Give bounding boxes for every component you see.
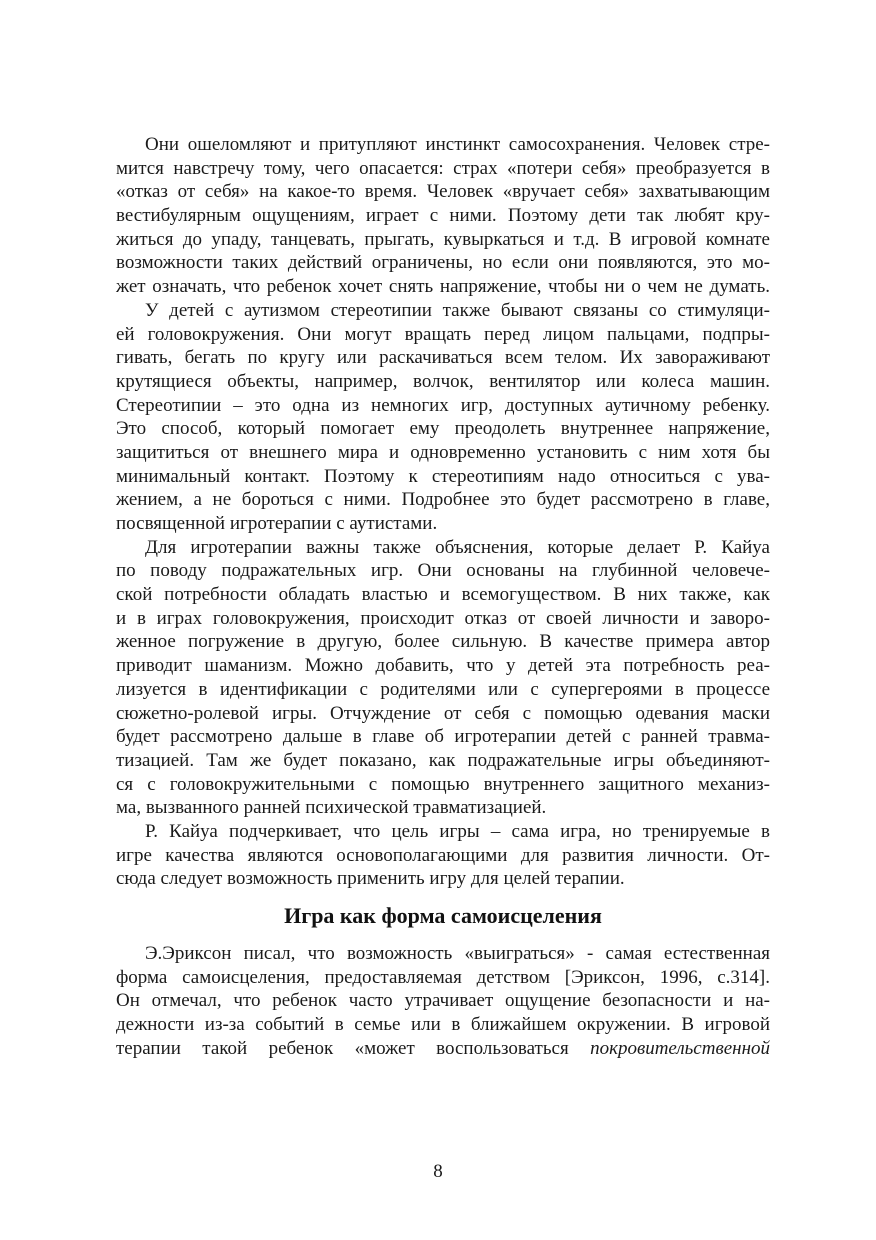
text-line: мится навстречу тому, чего опасается: страх «потери себя» преобразуется в bbox=[116, 157, 770, 179]
text-line: житься до упаду, танцевать, прыгать, кувыркаться и т.д. В игровой комнате bbox=[116, 228, 770, 250]
text-line: возможности таких действий ограничены, но если они появляются, это мо- bbox=[116, 252, 770, 274]
paragraph-1 bbox=[116, 133, 770, 299]
text-line: тизацией. Там же будет показано, как подражательные игры объединяют- bbox=[116, 749, 770, 771]
text-line: посвященной игротерапии с аутистами. bbox=[116, 513, 438, 534]
text-line: по поводу подражательных игр. Они основаны на глубинной человече- bbox=[116, 560, 770, 582]
text-line: У детей с аутизмом стереотипии также бывают связаны со стимуляци- bbox=[145, 299, 770, 321]
paragraph-2 bbox=[116, 299, 770, 536]
text-line: вестибулярным ощущениям, играет с ними. Поэтому дети так любят кру- bbox=[116, 205, 770, 227]
paragraph-4 bbox=[116, 820, 770, 891]
text-line: защититься от внешнего мира и одновременно установить с ним хотя бы bbox=[116, 441, 770, 463]
text-segment: терапии такой ребенок «может воспользоваться bbox=[116, 1037, 591, 1059]
text-line: жением, а не бороться с ними. Подробнее это будет рассмотрено в главе, bbox=[116, 489, 770, 511]
text-line: будет рассмотрено дальше в главе об игротерапии детей с ранней травма- bbox=[116, 726, 770, 748]
text-line: ма, вызванного ранней психической травматизацией. bbox=[116, 797, 547, 819]
text-line: ей головокружения. Они могут вращать перед лицом пальцами, подпры- bbox=[116, 323, 770, 345]
page-body bbox=[116, 133, 770, 1060]
paragraph-3 bbox=[116, 536, 770, 820]
text-line: ской потребности обладать властью и всемогуществом. В них также, как bbox=[116, 584, 770, 606]
text-line: игре качества являются основополагающими для развития личности. От- bbox=[116, 844, 770, 866]
text-line: Р. Кайуа подчеркивает, что цель игры – сама игра, но тренируемые в bbox=[145, 820, 770, 842]
paragraph-5 bbox=[116, 942, 770, 1060]
text-line: женное погружение в другую, более сильную. В качестве примера автор bbox=[116, 631, 770, 653]
text-line: и в играх головокружения, происходит отказ от своей личности и заворо- bbox=[116, 607, 770, 629]
text-line: Он отмечал, что ребенок часто утрачивает ощущение безопасности и на- bbox=[116, 990, 770, 1012]
text-line: дежности из-за событий в семье или в ближайшем окружении. В игровой bbox=[116, 1014, 770, 1036]
italic-text-segment: покровительственной bbox=[590, 1037, 770, 1059]
text-line: крутящиеся объекты, например, волчок, вентилятор или колеса машин. bbox=[116, 370, 770, 392]
text-line: Они ошеломляют и притупляют инстинкт самосохранения. Человек стре- bbox=[145, 134, 770, 155]
text-line: гивать, бегать по кругу или раскачиваться всем телом. Их завораживают bbox=[116, 347, 770, 369]
text-line: ся с головокружительными с помощью внутреннего защитного механиз- bbox=[116, 773, 770, 795]
text-line: Для игротерапии важны также объяснения, которые делает Р. Кайуа bbox=[145, 536, 770, 558]
text-line: сюжетно-ролевой игры. Отчуждение от себя с помощью одевания маски bbox=[116, 702, 770, 724]
text-line: приводит шаманизм. Можно добавить, что у детей эта потребность реа- bbox=[116, 655, 770, 677]
text-line: Э.Эриксон писал, что возможность «выиграться» - самая естественная bbox=[145, 943, 770, 964]
text-line-final bbox=[116, 1037, 770, 1061]
text-line: форма самоисцеления, предоставляемая детством [Эриксон, 1996, с.314]. bbox=[116, 966, 770, 988]
text-line: Это способ, который помогает ему преодолеть внутреннее напряжение, bbox=[116, 418, 770, 440]
text-line: лизуется в идентификации с родителями или с супергероями в процессе bbox=[116, 678, 770, 700]
text-line: сюда следует возможность применить игру для целей терапии. bbox=[116, 868, 625, 890]
text-line: «отказ от себя» на какое-то время. Человек «вручает себя» захватывающим bbox=[116, 181, 770, 203]
section-heading: Игра как форма самоисцеления bbox=[284, 903, 602, 928]
text-line: Стереотипии – это одна из немногих игр, доступных аутичному ребенку. bbox=[116, 394, 770, 416]
text-line: минимальный контакт. Поэтому к стереотипиям надо относиться с ува- bbox=[116, 465, 770, 487]
page-number: 8 bbox=[433, 1161, 443, 1182]
text-line: жет означать, что ребенок хочет снять напряжение, чтобы ни о чем не думать. bbox=[116, 276, 770, 298]
